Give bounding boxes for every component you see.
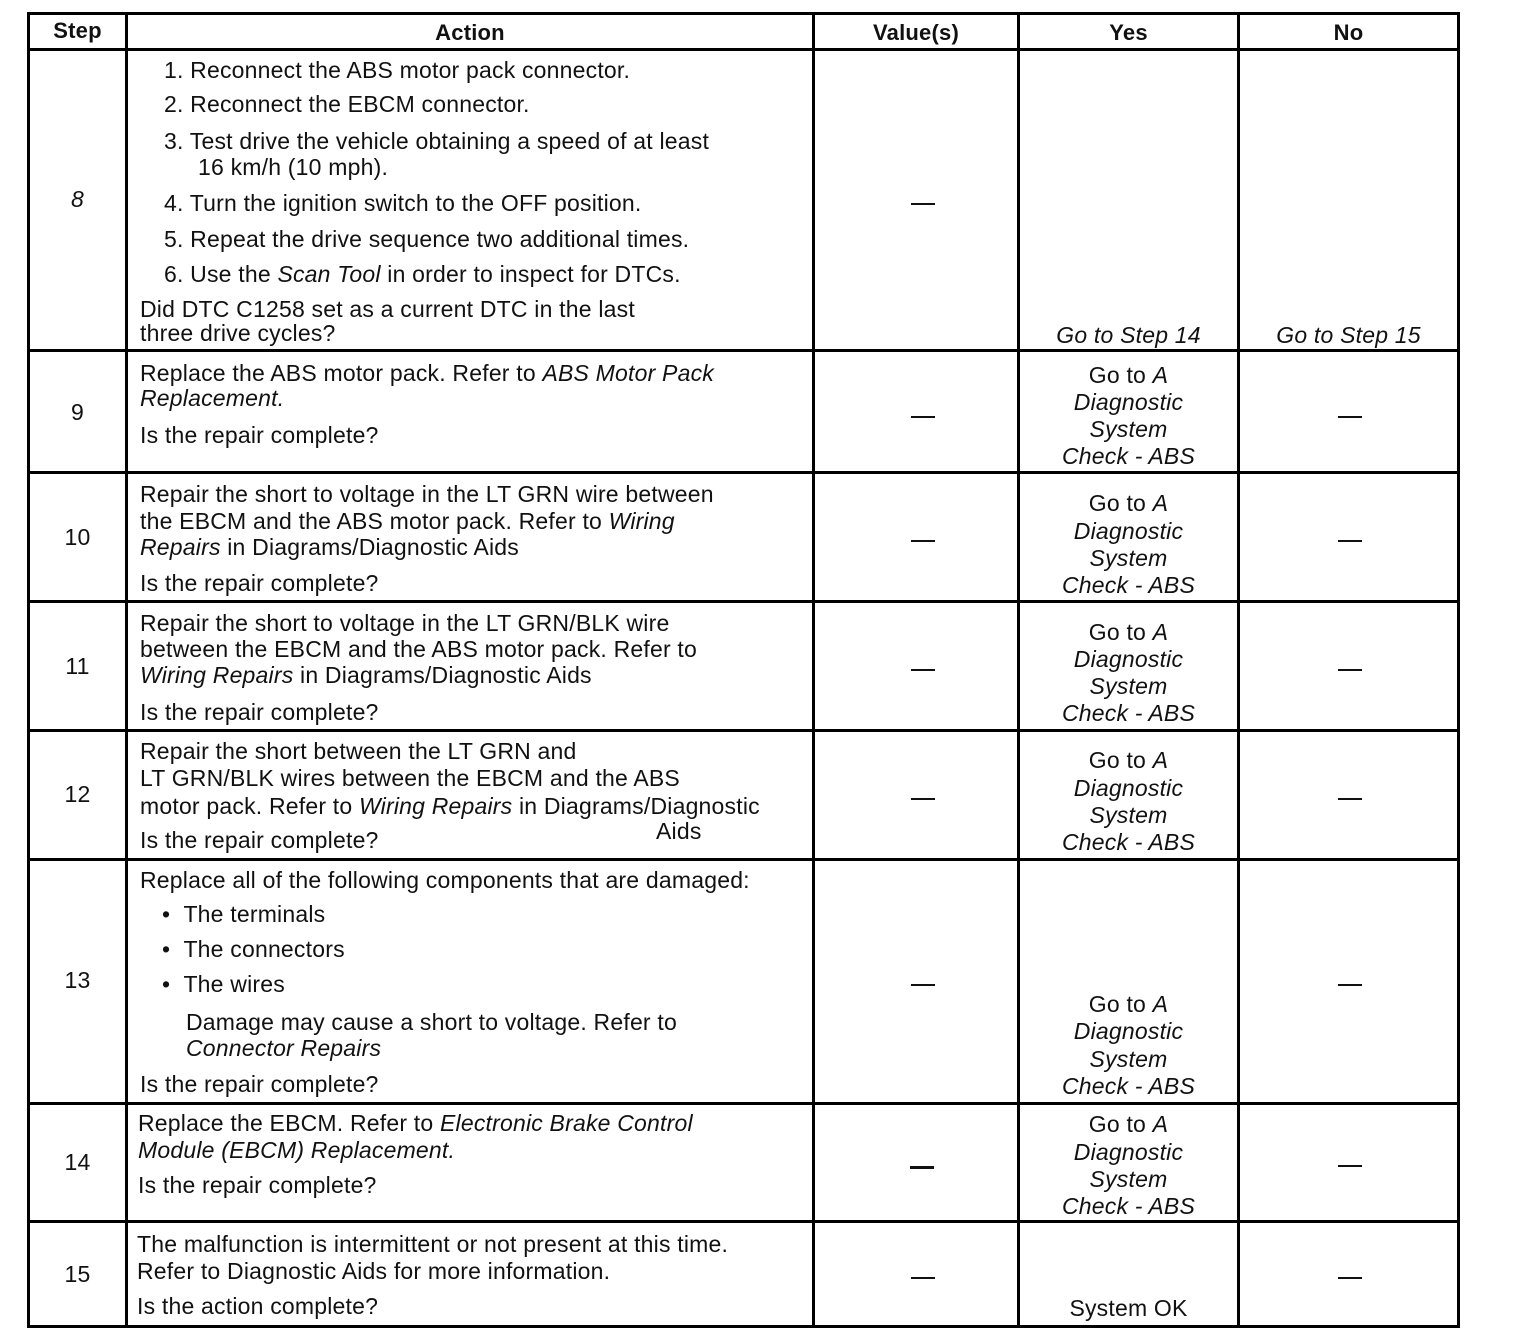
yes-result: System OK — [1069, 1295, 1188, 1321]
action-text: the EBCM and the ABS motor pack. Refer to — [140, 508, 609, 534]
yes-result-line: System — [1089, 1166, 1168, 1192]
yes-result-link: A — [1152, 991, 1169, 1017]
header-step: Step — [53, 18, 102, 43]
action-reference: Module (EBCM) Replacement. — [138, 1137, 456, 1163]
bullet-text: The connectors — [183, 936, 345, 962]
yes-result — [1020, 619, 1237, 646]
action-text — [140, 360, 714, 387]
action-item: 2. Reconnect the EBCM connector. — [164, 91, 530, 117]
header-divider — [27, 48, 1460, 51]
action-reference: Scan Tool — [277, 261, 381, 287]
step-number: 13 — [64, 967, 91, 993]
row-divider — [27, 729, 1460, 732]
action-text: in Diagrams/Diagnostic Aids — [293, 662, 592, 688]
yes-result-line: System — [1089, 673, 1168, 699]
bullet-icon: • — [162, 901, 184, 927]
yes-result-line: Diagnostic — [1073, 1018, 1184, 1044]
no-dash — [1338, 669, 1362, 671]
action-question: Did DTC C1258 set as a current DTC in the last — [140, 296, 635, 322]
row-divider — [27, 471, 1460, 474]
yes-result — [1020, 991, 1237, 1018]
no-dash — [1338, 540, 1362, 542]
step-number: 15 — [64, 1261, 91, 1287]
action-question: Is the repair complete? — [140, 827, 379, 853]
action-text: Refer to Diagnostic Aids for more information. — [137, 1258, 611, 1284]
yes-result-line: System — [1089, 802, 1168, 828]
yes-result-line: System — [1089, 545, 1168, 571]
action-text: in Diagrams/Diagnostic Aids — [220, 534, 519, 560]
yes-result-line: System — [1089, 416, 1168, 442]
row-divider — [27, 1220, 1460, 1223]
no-dash — [1338, 984, 1362, 986]
value-dash — [911, 798, 935, 800]
action-question: three drive cycles? — [140, 320, 336, 346]
action-reference: Wiring Repairs — [358, 793, 513, 819]
no-dash — [1338, 1277, 1362, 1279]
action-text: 6. Use the — [164, 261, 278, 287]
action-text: Damage may cause a short to voltage. Refer to — [186, 1009, 677, 1035]
column-divider — [125, 12, 128, 1328]
no-dash — [1338, 416, 1362, 418]
yes-result — [1020, 362, 1237, 389]
action-text: The malfunction is intermittent or not present at this time. — [137, 1231, 729, 1257]
action-text — [140, 534, 519, 561]
yes-result-line: Diagnostic — [1073, 389, 1184, 415]
action-reference: Repairs — [140, 534, 221, 560]
action-reference: Electronic Brake Control — [439, 1110, 693, 1136]
action-text: between the EBCM and the ABS motor pack. Refer to — [140, 636, 697, 662]
action-question: Is the repair complete? — [140, 570, 379, 596]
value-dash — [911, 984, 935, 986]
yes-result-line: Check - ABS — [1061, 700, 1195, 726]
action-text: Aids — [656, 818, 702, 844]
action-question: Is the action complete? — [137, 1293, 379, 1319]
action-text: Replace the EBCM. Refer to — [138, 1110, 440, 1136]
yes-result-link: A — [1152, 1111, 1169, 1137]
step-number: 8 — [71, 186, 84, 212]
action-item — [164, 261, 681, 288]
yes-result-text: Go to — [1088, 362, 1153, 388]
no-dash — [1338, 1165, 1362, 1167]
value-dash — [911, 1277, 935, 1279]
header-yes: Yes — [1109, 20, 1148, 45]
yes-result-text: Go to — [1088, 991, 1153, 1017]
bullet-item — [162, 901, 325, 928]
table-border-bottom — [27, 1325, 1460, 1328]
action-question: Is the repair complete? — [140, 422, 379, 448]
column-divider — [812, 12, 815, 1328]
table-border-right — [1457, 12, 1460, 1328]
action-text: LT GRN/BLK wires between the EBCM and the ABS — [140, 765, 680, 791]
yes-result-line: Diagnostic — [1073, 1139, 1184, 1165]
action-text — [138, 1110, 693, 1137]
action-text: Replace the ABS motor pack. Refer to — [140, 360, 543, 386]
action-reference: Wiring — [608, 508, 675, 534]
header-no: No — [1333, 20, 1364, 45]
value-dash — [911, 669, 935, 671]
yes-result-link: A — [1152, 490, 1169, 516]
bullet-item — [162, 936, 345, 963]
row-divider — [27, 600, 1460, 603]
yes-result: Go to Step 14 — [1056, 322, 1201, 348]
action-question: Is the repair complete? — [140, 1071, 379, 1097]
yes-result-line: Diagnostic — [1073, 775, 1184, 801]
yes-result-line: Diagnostic — [1073, 646, 1184, 672]
value-dash — [911, 540, 935, 542]
yes-result-line: Diagnostic — [1073, 518, 1184, 544]
yes-result — [1020, 747, 1237, 774]
action-item: 1. Reconnect the ABS motor pack connector. — [164, 57, 631, 83]
action-text: Repair the short to voltage in the LT GRN wire between — [140, 481, 714, 507]
action-reference: Replacement. — [140, 385, 285, 411]
action-text — [140, 793, 760, 820]
action-text — [140, 508, 675, 535]
action-item: 4. Turn the ignition switch to the OFF position. — [164, 190, 642, 216]
action-item-continued: 16 km/h (10 mph). — [198, 154, 389, 180]
row-divider — [27, 1102, 1460, 1105]
yes-result-text: Go to — [1088, 490, 1153, 516]
action-text: Repair the short to voltage in the LT GRN/BLK wire — [140, 610, 670, 636]
action-reference: Connector Repairs — [186, 1035, 382, 1061]
yes-result-line: Check - ABS — [1061, 1073, 1195, 1099]
bullet-text: The wires — [183, 971, 285, 997]
no-dash — [1338, 798, 1362, 800]
yes-result-line: Check - ABS — [1061, 443, 1195, 469]
step-number: 11 — [65, 653, 90, 679]
row-divider — [27, 858, 1460, 861]
yes-result-text: Go to — [1088, 619, 1153, 645]
action-text: Replace all of the following components that are damaged: — [140, 867, 750, 893]
yes-result-link: A — [1152, 362, 1169, 388]
value-dash — [911, 416, 935, 418]
value-dash — [911, 203, 935, 205]
yes-result — [1020, 1111, 1237, 1138]
action-text: Repair the short between the LT GRN and — [140, 738, 577, 764]
action-item: 5. Repeat the drive sequence two additional times. — [164, 226, 690, 252]
yes-result-line: Check - ABS — [1061, 572, 1195, 598]
action-text: in order to inspect for DTCs. — [380, 261, 681, 287]
action-text: motor pack. Refer to — [140, 793, 359, 819]
action-reference: Wiring Repairs — [140, 662, 294, 688]
yes-result-link: A — [1152, 747, 1169, 773]
table-border-top — [27, 12, 1460, 15]
step-number: 9 — [71, 399, 84, 425]
header-values: Value(s) — [873, 20, 959, 45]
action-text — [140, 662, 592, 689]
column-divider — [1237, 12, 1240, 1328]
step-number: 12 — [64, 781, 91, 807]
header-action: Action — [435, 20, 505, 45]
yes-result-line: Check - ABS — [1061, 1193, 1195, 1219]
action-reference: ABS Motor Pack — [542, 360, 714, 386]
bullet-text: The terminals — [183, 901, 326, 927]
bullet-icon: • — [162, 936, 184, 962]
action-question: Is the repair complete? — [140, 699, 379, 725]
action-question: Is the repair complete? — [138, 1172, 377, 1198]
step-number: 10 — [64, 524, 91, 550]
yes-result-line: Check - ABS — [1061, 829, 1195, 855]
action-item: 3. Test drive the vehicle obtaining a speed of at least — [164, 128, 710, 154]
no-result: Go to Step 15 — [1276, 322, 1421, 348]
bullet-item — [162, 971, 285, 998]
yes-result-text: Go to — [1088, 747, 1153, 773]
yes-result-text: Go to — [1088, 1111, 1153, 1137]
yes-result-link: A — [1152, 619, 1169, 645]
yes-result-line: System — [1089, 1046, 1168, 1072]
bullet-icon: • — [162, 971, 184, 997]
row-divider — [27, 349, 1460, 352]
step-number: 14 — [64, 1149, 91, 1175]
value-dash — [910, 1166, 934, 1169]
yes-result — [1020, 490, 1237, 517]
action-text: in Diagrams/Diagnostic — [512, 793, 760, 819]
